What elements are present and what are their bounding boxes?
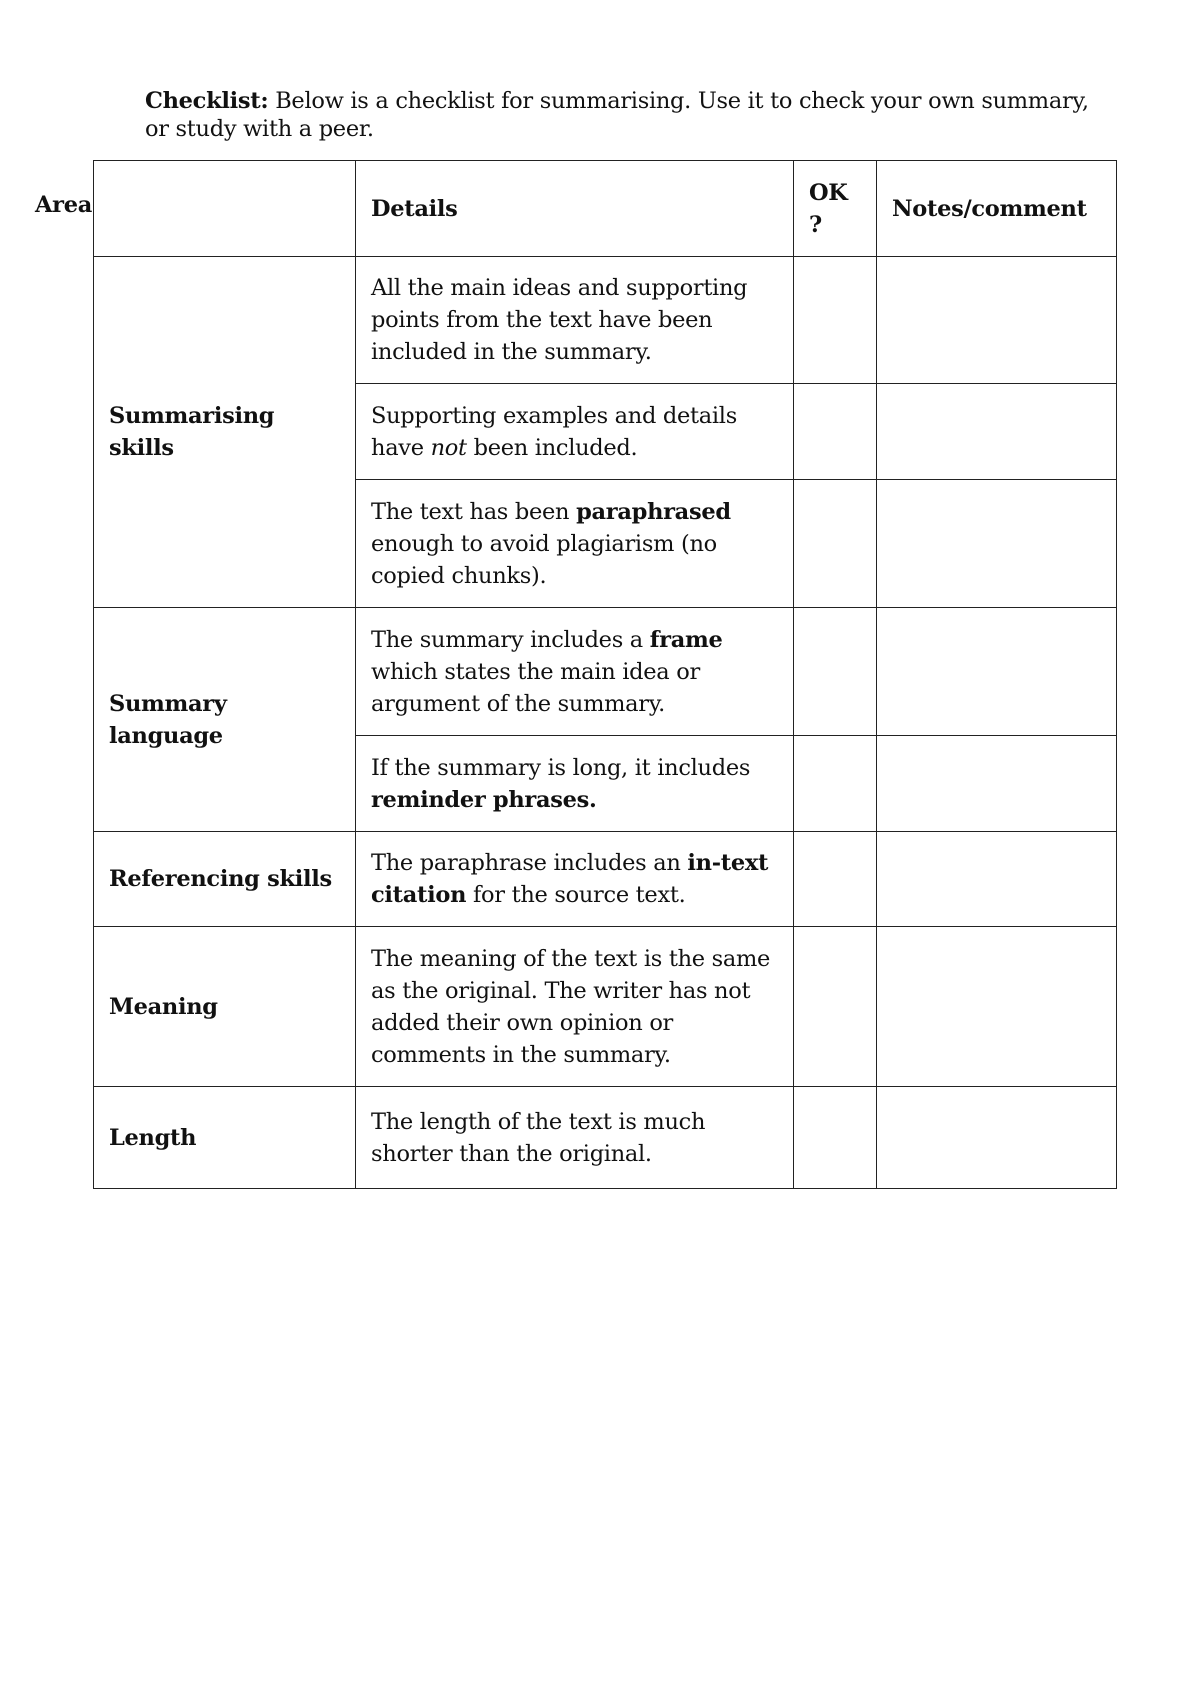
checklist-intro — [145, 87, 1105, 143]
ok-checkbox-cell[interactable] — [794, 736, 877, 832]
notes-cell[interactable] — [877, 384, 1117, 480]
details-cell: The text has been paraphrased enough to avoid plagiarism (no copied chunks). — [356, 480, 794, 608]
details-cell: The paraphrase includes an in-text citation for the source text. — [356, 832, 794, 927]
details-header: Details — [356, 161, 794, 257]
details-cell: The length of the text is much shorter than the original. — [356, 1087, 794, 1189]
table-header-row — [94, 161, 1117, 257]
table-row — [94, 608, 1117, 736]
ok-header-line1: OK — [809, 179, 848, 206]
area-cell: Summary language — [94, 608, 356, 832]
ok-checkbox-cell[interactable] — [794, 608, 877, 736]
notes-cell[interactable] — [877, 257, 1117, 384]
area-cell: Summarising skills — [94, 257, 356, 608]
ok-checkbox-cell[interactable] — [794, 832, 877, 927]
area-cell: Length — [94, 1087, 356, 1189]
notes-cell[interactable] — [877, 608, 1117, 736]
ok-header — [794, 161, 877, 257]
summary-checklist-table — [93, 160, 1117, 1189]
ok-checkbox-cell[interactable] — [794, 927, 877, 1087]
details-cell: Supporting examples and details have not been included. — [356, 384, 794, 480]
checklist-label: Checklist: — [145, 88, 269, 114]
notes-cell[interactable] — [877, 832, 1117, 927]
table-row — [94, 1087, 1117, 1189]
notes-cell[interactable] — [877, 480, 1117, 608]
notes-cell[interactable] — [877, 1087, 1117, 1189]
ok-checkbox-cell[interactable] — [794, 480, 877, 608]
notes-cell[interactable] — [877, 736, 1117, 832]
area-cell: Referencing skills — [94, 832, 356, 927]
details-cell: All the main ideas and supporting points from the text have been included in the summary. — [356, 257, 794, 384]
details-cell: If the summary is long, it includes reminder phrases. — [356, 736, 794, 832]
table-row — [94, 927, 1117, 1087]
area-cell: Meaning — [94, 927, 356, 1087]
ok-checkbox-cell[interactable] — [794, 257, 877, 384]
table-row — [94, 832, 1117, 927]
ok-checkbox-cell[interactable] — [794, 384, 877, 480]
details-cell: The meaning of the text is the same as the original. The writer has not added their own opinion or comments in the summary. — [356, 927, 794, 1087]
ok-header-line2: ? — [809, 211, 822, 238]
checklist-intro-text: Below is a checklist for summarising. Use it to check your own summary, or study with a peer. — [145, 88, 1089, 142]
details-cell: The summary includes a frame which states the main idea or argument of the summary. — [356, 608, 794, 736]
table-row — [94, 257, 1117, 384]
notes-cell[interactable] — [877, 927, 1117, 1087]
area-column-heading: Area — [35, 192, 93, 218]
area-header-cell — [94, 161, 356, 257]
ok-checkbox-cell[interactable] — [794, 1087, 877, 1189]
notes-header: Notes/comment — [877, 161, 1117, 257]
